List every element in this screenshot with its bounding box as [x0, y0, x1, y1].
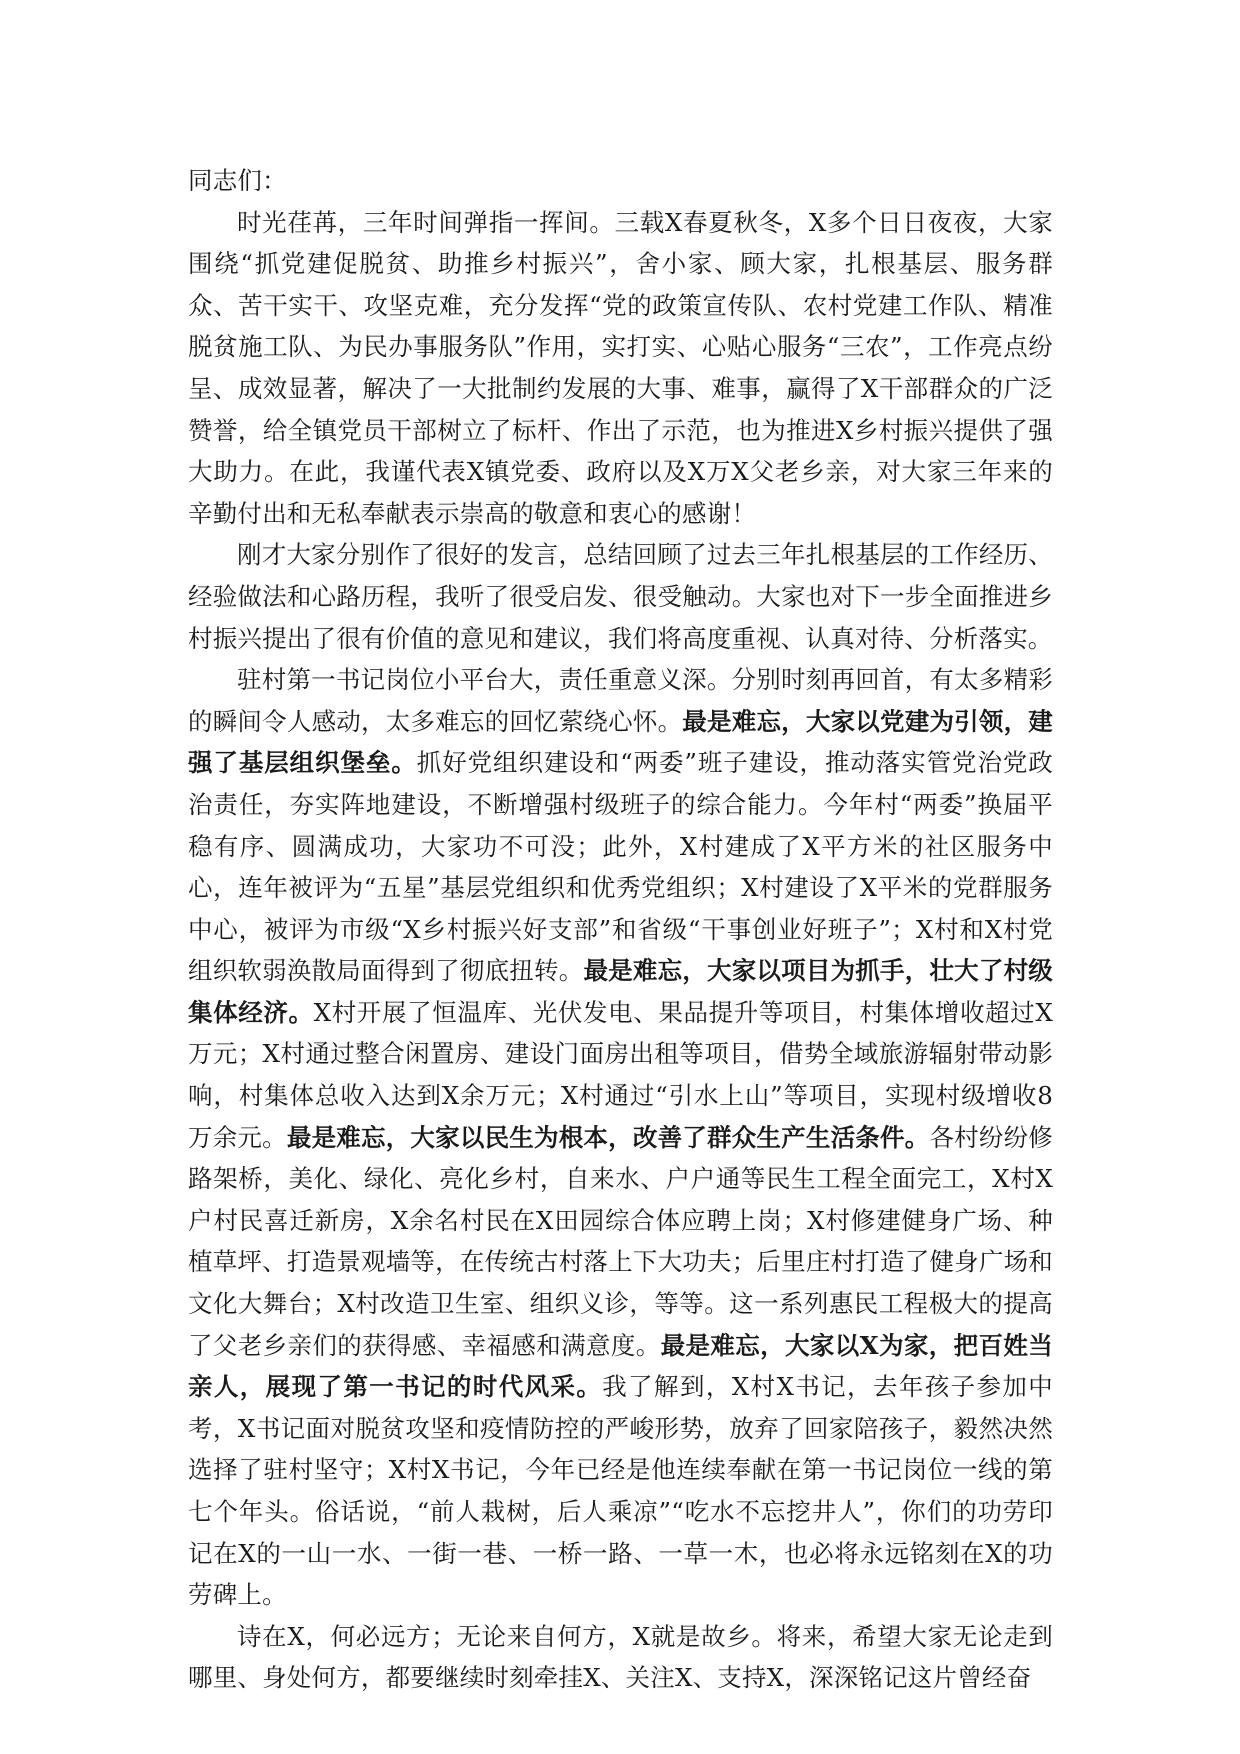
paragraph-text: 我了解到，X村X书记，去年孩子参加中考，X书记面对脱贫攻坚和疫情防控的严峻形势，放弃了回家陪孩子，毅然决然选择了驻村坚守；X村X书记，今年已经是他连续奉献在第一书记岗位一线的第七个年头。俗话说，“前人栽树，后人乘凉”“吃水不忘挖井人”，你们的功劳印记在X的一山一水、一街一巷、一桥一路、一草一木，也必将永远铭刻在X的功劳碑上。: [188, 1372, 1053, 1610]
paragraph-3: [188, 659, 1053, 1616]
paragraph-text: 诗在X，何必远方；无论来自何方，X就是故乡。将来，希望大家无论走到哪里、身处何方，都要继续时刻牵挂X、关注X、支持X，深深铭记这片曾经奋: [188, 1621, 1053, 1693]
paragraph-text: 时光荏苒，三年时间弹指一挥间。三载X春夏秋冬，X多个日日夜夜，大家围绕“抓党建促脱贫、助推乡村振兴”，舍小家、顾大家，扎根基层、服务群众、苦干实干、攻坚克难，充分发挥“党的政策宣传队、农村党建工作队、精准脱贫施工队、为民办事服务队”作用，实打实、心贴心服务“三农”，工作亮点纷呈、成效显著，解决了一大批制约发展的大事、难事，赢得了X干部群众的广泛赞誉，给全镇党员干部树立了标杆、作出了示范，也为推进X乡村振兴提供了强大助力。在此，我谨代表X镇党委、政府以及X万X父老乡亲，对大家三年来的辛勤付出和无私奉献表示崇高的敬意和衷心的感谢！: [188, 207, 1053, 528]
paragraph-text: 各村纷纷修路架桥，美化、绿化、亮化乡村，自来水、户户通等民生工程全面完工，X村X户村民喜迁新房，X余名村民在X田园综合体应聘上岗；X村修建健身广场、种植草坪、打造景观墙等，在传统古村落上下大功夫；后里庄村打造了健身广场和文化大舞台；X村改造卫生室、组织义诊，等等。这一系列惠民工程极大的提高了父老乡亲们的获得感、幸福感和满意度。: [188, 1122, 1053, 1360]
paragraph-text: 刚才大家分别作了很好的发言，总结回顾了过去三年扎根基层的工作经历、经验做法和心路历程，我听了很受启发、很受触动。大家也对下一步全面推进乡村振兴提出了很有价值的意见和建议，我们将高度重视、认真对待、分析落实。: [188, 540, 1053, 653]
paragraph-1: [188, 202, 1053, 535]
salutation: 同志们：: [188, 166, 287, 195]
highlight-collective-economy: 最是难忘，大家以项目为抓手，壮大了村级集体经济。: [188, 956, 1053, 1027]
paragraph-2: [188, 534, 1053, 659]
paragraph-text: 驻村第一书记岗位小平台大，责任重意义深。分别时刻再回首，有太多精彩的瞬间令人感动，太多难忘的回忆萦绕心怀。: [188, 665, 1053, 736]
highlight-livelihood: 最是难忘，大家以民生为根本，改善了群众生产生活条件。: [286, 1122, 930, 1152]
speech-body: [188, 160, 1053, 1699]
paragraph-4: [188, 1616, 1053, 1699]
highlight-party-building: 最是难忘，大家以党建为引领，建强了基层组织堡垒。: [188, 706, 1054, 778]
paragraph-text: X村开展了恒温库、光伏发电、果品提升等项目，村集体增收超过X万元；X村通过整合闲置房、建设门面房出租等项目，借势全域旅游辐射带动影响，村集体总收入达到X余万元；X村通过“引水上山”等项目，实现村级增收8万余元。: [188, 997, 1053, 1152]
paragraph-text: 抓好党组织建设和“两委”班子建设，推动落实管党治党政治责任，夯实阵地建设，不断增强村级班子的综合能力。今年村“两委”换届平稳有序、圆满成功，大家功不可没；此外，X村建成了X平方米的社区服务中心，连年被评为“五星”基层党组织和优秀党组织；X村建设了X平米的党群服务中心，被评为市级“X乡村振兴好支部”和省级“干事创业好班子”；X村和X村党组织软弱涣散局面得到了彻底扭转。: [188, 748, 1053, 986]
highlight-first-secretary: 最是难忘，大家以X为家，把百姓当亲人，展现了第一书记的时代风采。: [188, 1330, 1053, 1402]
